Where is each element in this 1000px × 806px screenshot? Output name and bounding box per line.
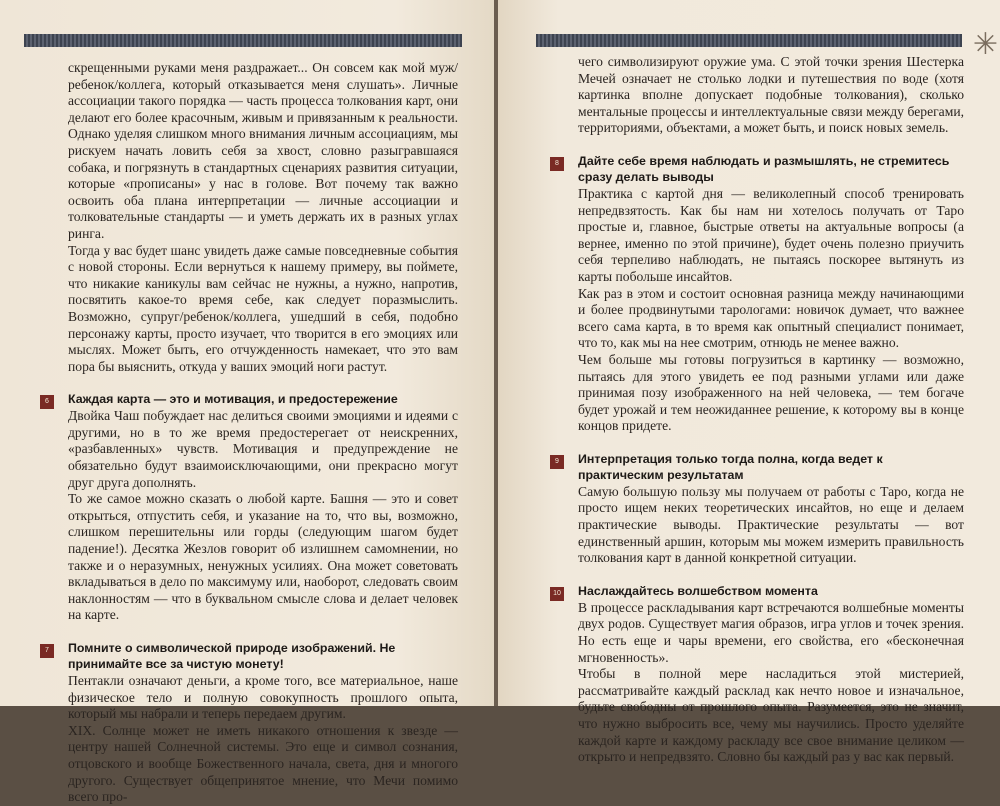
header-rule <box>536 34 962 47</box>
paragraph: скрещенными руками меня раздражает... Он совсем как мой муж/ребенок/коллега, который отказывается меня слушать». Личные ассоциации такого порядка — часть процесса толкования карт, они делают его более красочным, живым и привязанным к реальности. Однако уделяя слишком много внимания личным ассоциациям, мы рискуем начать ловить себя за хвост, словно разыгравшаяся собака, и погрязнуть в стандартных сценариях развития ситуации, которые «прописаны» у нас в голове. Вот почему так важно освоить оба плана интерпретации — личные ассоциации и толковательные стандарты — и уметь держать их в разных углах ринга. <box>68 60 458 241</box>
paragraph: Самую большую пользу мы получаем от работы с Таро, когда не просто ищем неких теоретических инсайтов, но еще и делаем практические выводы. Практические результаты — вот единственный аршин, которым мы можем измерить правильность толкования карт в данной конкретной ситуации. <box>578 483 964 566</box>
paragraph: Чем больше мы готовы погрузиться в картинку — возможно, пытаясь для этого увидеть ее под разными углами или даже принимая позу изображенного на ней человека, — тем богаче будет урожай и тем неожиданнее решение, к которому вы в конце концов придете. <box>578 351 964 434</box>
paragraph: Двойка Чаш побуждает нас делиться своими эмоциями и идеями с другими, но в то же время предостерегает от неискренних, «разбавленных» чувств. Мотивация и предупреждение не обязательно будут взаимоисключающими, они прекрасно могут друг друга дополнять. <box>68 408 458 490</box>
paragraph: Пентакли означают деньги, а кроме того, все материальное, наше физическое тело и полную совокупность прошлого опыта, который мы набрали и теперь передаем другим. <box>68 673 458 722</box>
section-number-badge: 6 <box>40 395 54 409</box>
left-column <box>45 60 458 806</box>
paragraph: Как раз в этом и состоит основная разница между начинающими и более продвинутыми тарологами: новичок думает, что важнее всего сама карта, в то время как опытный специалист понимает, что то, как мы на нее смотрим, отнюдь не менее важно. <box>578 285 964 351</box>
section-number-badge: 9 <box>550 455 564 469</box>
section-6 <box>45 391 458 624</box>
header-rule <box>24 34 462 47</box>
paragraph: Чтобы в полной мере насладиться этой мистерией, рассматривайте каждый расклад как нечто новое и изначальное, будьте свободны от прошлого опыта. Разумеется, это не значит, что нужно выбросить все, чему мы научились. Просто уделяйте каждой карте и каждому раскладу все свое внимание целиком — открыто и непредвзято. Словно бы каждый раз у вас как первый. <box>578 666 964 765</box>
section-number-badge: 8 <box>550 157 564 171</box>
section-9 <box>555 451 964 567</box>
paragraph: В процессе раскладывания карт встречаются волшебные моменты двух родов. Существует магия образов, игра углов и точек зрения. Но есть еще и чары времени, его свойства, его «бесконечная мгновенность». <box>578 599 964 665</box>
section-number-badge: 10 <box>550 587 564 601</box>
sun-ornament-icon: ✳ <box>972 28 998 61</box>
section-heading: Каждая карта — это и мотивация, и предостережение <box>68 392 398 407</box>
section-10 <box>553 583 964 766</box>
section-heading: Наслаждайтесь волшебством момента <box>578 583 818 598</box>
section-8 <box>555 153 964 435</box>
left-page <box>0 0 494 805</box>
paragraph: XIX. Солнце может не иметь никакого отношения к звезде — центру нашей Солнечной системы. Это еще и символ сознания, отцовского и вообще Божественного начала, света, дня и многого другого. Существует общепринятое мнение, что Мечи помимо всего про- <box>68 722 458 805</box>
paragraph: Практика с картой дня — великолепный способ тренировать непредвзятость. Как бы нам ни хотелось получать от Таро простые и, главное, быстрые ответы на актуальные вопросы (а вернее, именно по этой причине), будет очень полезно приучить себя терпеливо наблюдать, не пытаясь поскорее вытянуть из карты побольше инсайтов. <box>578 185 964 284</box>
paragraph: То же самое можно сказать о любой карте. Башня — это и совет открыться, отпустить себя, и указание на то, что вы, возможно, слишком перешительны или горды (следующим шагом будет падение!). Десятка Жезлов говорит об излишнем самомнении, но также и о неразумных, ненужных усилиях. Она может советовать вкладываться в дело по максимуму или, наоборот, следовать своим наклонностям — что в буквальном смысле слова и делает человек на карте. <box>68 491 458 623</box>
section-number-badge: 7 <box>40 644 54 658</box>
paragraph: чего символизируют оружие ума. С этой точки зрения Шестерка Мечей означает не столько лодки и путешествия по воде (хотя картинка вполне допускает подобные толкования), сколько ментальные процессы и интеллектуальные связи между берегами, территориями, объектами, а может быть, и поиск новых земель. <box>578 54 964 136</box>
paragraph: Тогда у вас будет шанс увидеть даже самые повседневные события с новой стороны. Если вернуться к нашему примеру, вы поймете, что никакие каникулы вам сейчас не нужны, а нужно, напротив, посвятить какое-то время себе, как следует поразмыслить. Возможно, супруг/ребенок/коллега, ушедший в себя, подобно персонажу карты, просто изучает, что творится в его эмоциях или мыслях. Может быть, его отчужденность намекает, что это вам пора бы выяснить, откуда у ваших эмоций ноги растут. <box>68 242 458 374</box>
right-column <box>553 54 964 766</box>
section-7 <box>45 640 458 806</box>
section-heading: Интерпретация только тогда полна, когда ведет к практическим результатам <box>578 451 883 482</box>
section-heading: Помните о символической природе изображений. Не принимайте все за чистую монету! <box>68 641 396 671</box>
right-page <box>498 0 1000 765</box>
section-heading: Дайте себе время наблюдать и размышлять, не стремитесь сразу делать выводы <box>578 153 950 184</box>
